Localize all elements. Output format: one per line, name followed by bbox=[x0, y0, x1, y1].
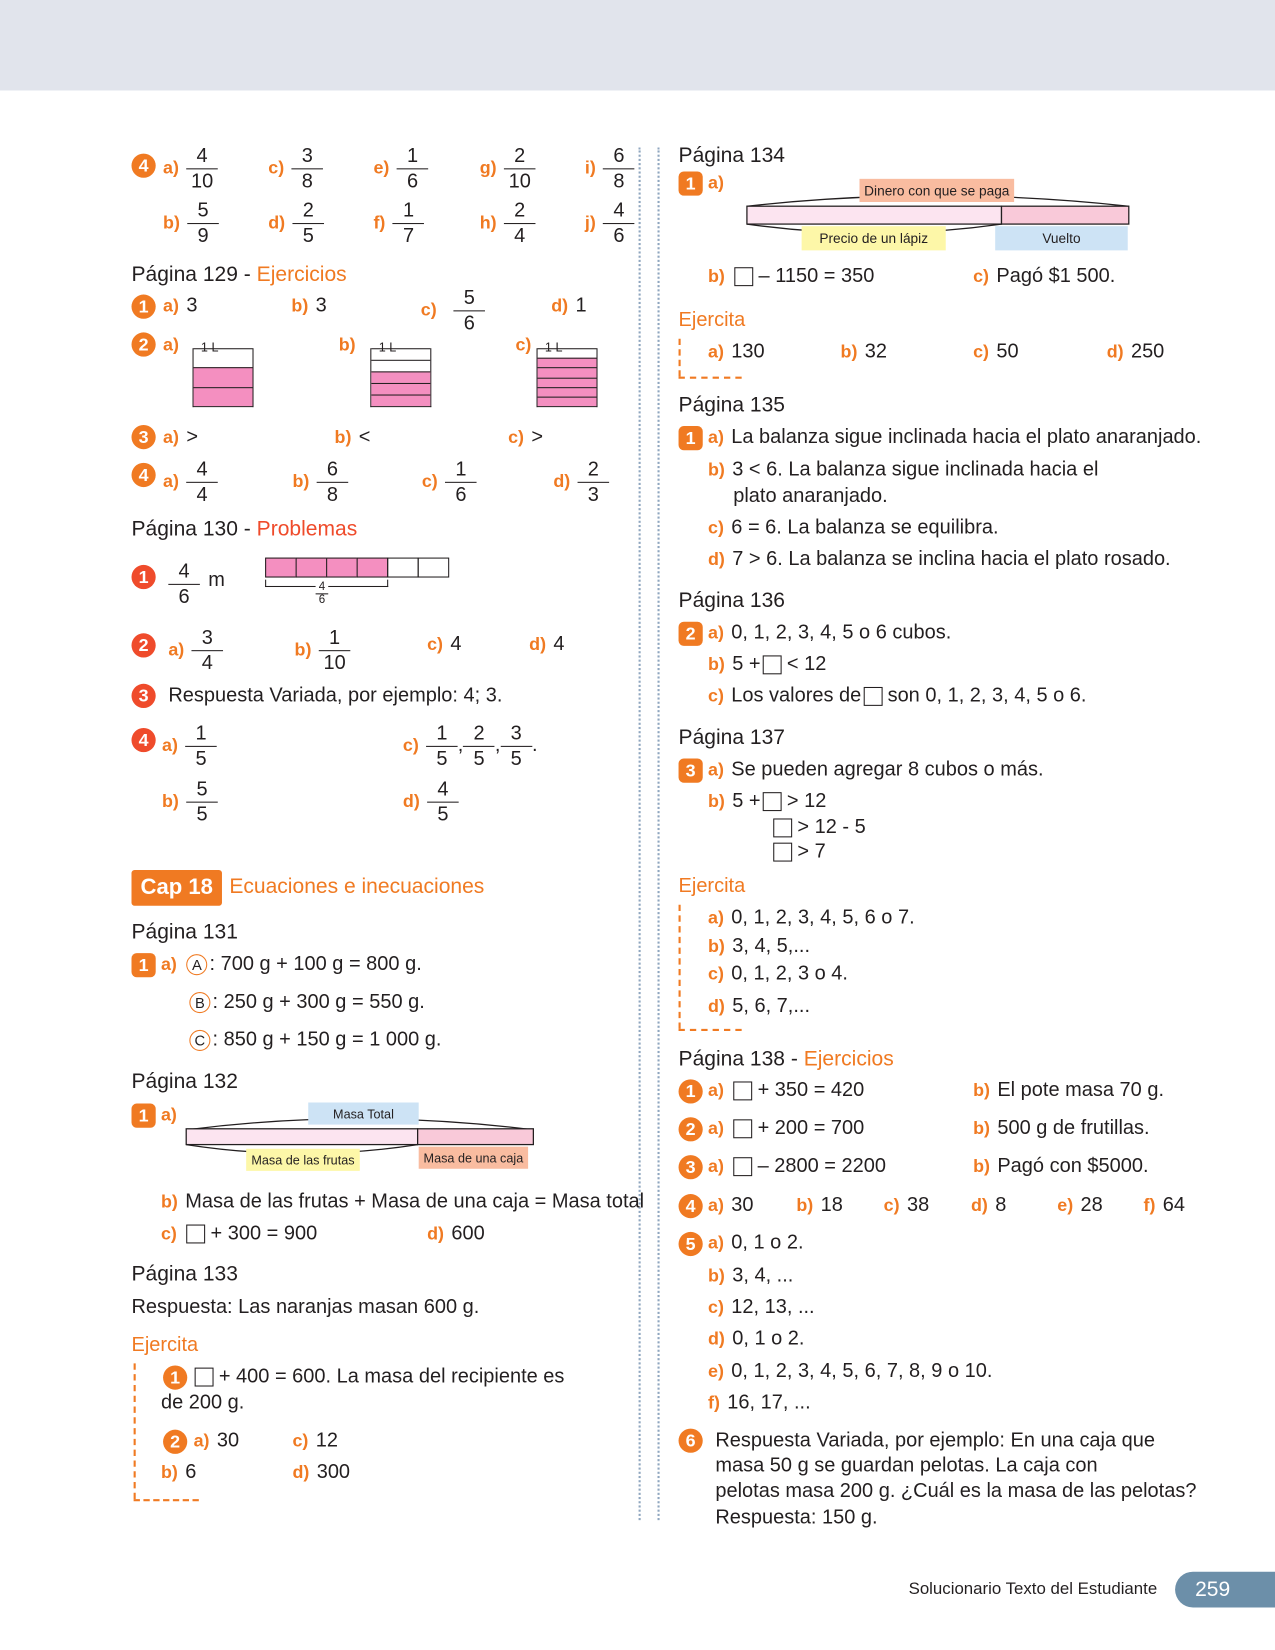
liter-container-diagram bbox=[537, 348, 598, 407]
unknown-box bbox=[763, 792, 782, 811]
section-heading: Página 138 - Ejercicios bbox=[678, 1047, 894, 1071]
unknown-box bbox=[773, 843, 792, 862]
section-heading: Página 135 bbox=[678, 393, 786, 417]
answer-item: a) 130 bbox=[707, 340, 765, 363]
answer-item: b) 18 bbox=[796, 1194, 843, 1217]
footer-text: Solucionario Texto del Estudiante bbox=[908, 1580, 1158, 1598]
section-heading: Página 129 - Ejercicios bbox=[131, 263, 347, 287]
unknown-box bbox=[863, 687, 882, 706]
answer-item: c) + 300 = 900 bbox=[160, 1222, 318, 1245]
unknown-box bbox=[733, 1157, 752, 1176]
answer-item: b) Pagó con $5000. bbox=[973, 1155, 1149, 1178]
tape-label-change: Vuelto bbox=[995, 226, 1128, 250]
answer-item: a) – 2800 = 2200 bbox=[707, 1155, 886, 1178]
ejercita-heading: Ejercita bbox=[678, 309, 746, 332]
answer-item: c) 12, 13, ... bbox=[707, 1296, 815, 1319]
answer-text: de 200 g. bbox=[160, 1391, 245, 1414]
ejercita-heading: Ejercita bbox=[131, 1333, 199, 1357]
answer-item: f) 16, 17, ... bbox=[707, 1391, 811, 1414]
answer-item: d) 8 bbox=[970, 1194, 1007, 1217]
answer-label: a) bbox=[160, 1104, 177, 1125]
answer-item: d) 250 bbox=[1106, 340, 1165, 363]
answer-item: B : 250 g + 300 g = 550 g. bbox=[187, 990, 425, 1015]
answer-item: f) 64 bbox=[1143, 1194, 1186, 1217]
dashed-border bbox=[134, 1499, 199, 1501]
chapter-badge: Cap 18 bbox=[132, 870, 222, 906]
page-number: 259 bbox=[1175, 1572, 1275, 1608]
tape-label-price: Precio de un lápiz bbox=[802, 226, 946, 250]
tape-label-paid: Dinero con que se paga bbox=[859, 179, 1014, 202]
answer-item: d) 1 bbox=[551, 294, 587, 317]
question-number: 1 bbox=[679, 426, 703, 450]
answer-item: d) $\frac{4}{5}$ bbox=[403, 775, 459, 828]
question-number: 1 bbox=[132, 953, 156, 977]
answer-item: d) 0, 1 o 2. bbox=[707, 1327, 805, 1350]
answer-item: a) $\frac{1}{5}$ bbox=[162, 720, 217, 773]
unknown-box bbox=[186, 1225, 205, 1244]
answer-item: b) 3 bbox=[291, 294, 327, 317]
question-number: 4 bbox=[679, 1194, 703, 1218]
answer-item: b) $\frac{6}{8}$ bbox=[292, 456, 348, 509]
answer-item: a) + 350 = 420 bbox=[707, 1079, 865, 1102]
answer-item: c) 4 bbox=[427, 633, 462, 656]
answer-text: Respuesta: 150 g. bbox=[715, 1506, 878, 1529]
answer-item: + 400 = 600. La masa del recipiente es bbox=[193, 1364, 565, 1389]
question-number: 4 bbox=[132, 463, 156, 487]
unknown-box bbox=[773, 818, 792, 837]
answer-item: d) $\frac{2}{3}$ bbox=[553, 456, 609, 509]
dashed-border bbox=[679, 1029, 742, 1031]
question-number: 1 bbox=[163, 1365, 187, 1389]
answer-item: a) $\frac{3}{4}$ bbox=[168, 624, 223, 677]
answer-item: c) $\frac{1}{6}$ bbox=[422, 456, 477, 509]
question-number: 1 bbox=[679, 171, 703, 195]
question-number: 4 bbox=[132, 154, 156, 178]
answer-item: b) El pote masa 70 g. bbox=[973, 1079, 1165, 1102]
answer-item: b) 6 bbox=[160, 1461, 197, 1484]
answer-item: d) 300 bbox=[292, 1461, 351, 1484]
question-number: 2 bbox=[679, 1117, 703, 1141]
answer-item: e) 28 bbox=[1057, 1194, 1103, 1217]
answer-item: b) 3, 4, ... bbox=[707, 1264, 794, 1287]
answer-item: $\frac{4}{6}$ m bbox=[168, 558, 225, 611]
answer-item: C : 850 g + 150 g = 1 000 g. bbox=[187, 1028, 441, 1053]
section-heading: Página 137 bbox=[678, 725, 786, 750]
question-number: 3 bbox=[132, 425, 156, 449]
answer-item: c) 50 bbox=[973, 340, 1019, 363]
section-heading: Página 136 bbox=[678, 589, 786, 613]
answer-text: pelotas masa 200 g. ¿Cuál es la masa de las pelotas? bbox=[715, 1480, 1197, 1503]
answer-item: a) 3 bbox=[163, 294, 198, 317]
answer-item: b) 3, 4, 5,... bbox=[707, 935, 811, 958]
answer-item: d) 600 bbox=[427, 1222, 485, 1245]
question-number: 3 bbox=[679, 758, 703, 782]
bar-cell-filled bbox=[326, 558, 358, 578]
answer-item: h) $\frac{2}{4}$ bbox=[480, 197, 536, 250]
answer-item: > 12 - 5 bbox=[771, 815, 866, 840]
question-number: 6 bbox=[679, 1429, 703, 1453]
answer-item: j) $\frac{4}{6}$ bbox=[585, 197, 635, 250]
answer-item: a) $\frac{4}{10}$ bbox=[163, 142, 218, 195]
tape-label-box: Masa de una caja bbox=[419, 1147, 528, 1169]
answer-item: g) $\frac{2}{10}$ bbox=[480, 142, 536, 195]
question-number: 4 bbox=[132, 728, 156, 752]
liter-container-diagram bbox=[193, 348, 254, 407]
answer-item: c) $\frac{1}{5}$ , $\frac{2}{5}$ , $\frac{3}{5}$ . bbox=[402, 722, 538, 770]
answer-item: c) Pagó $1 500. bbox=[973, 265, 1116, 288]
answer-item: a) > bbox=[163, 426, 199, 449]
answer-text: Respuesta Variada, por ejemplo: 4; 3. bbox=[168, 684, 503, 707]
bar-cell-filled bbox=[296, 558, 328, 578]
answer-item: d) 5, 6, 7,... bbox=[707, 995, 811, 1018]
answer-item: a) Se pueden agregar 8 cubos o más. bbox=[707, 758, 1044, 781]
chapter-title: Ecuaciones e inecuaciones bbox=[229, 875, 485, 899]
question-number: 3 bbox=[679, 1155, 703, 1179]
answer-item: c) $\frac{3}{8}$ bbox=[268, 142, 323, 195]
answer-item: f) $\frac{1}{7}$ bbox=[373, 197, 424, 250]
bar-cell-empty bbox=[418, 558, 450, 578]
dashed-border bbox=[679, 339, 681, 377]
liter-container-diagram bbox=[370, 348, 431, 407]
question-number: 2 bbox=[163, 1430, 187, 1454]
bar-cell-empty bbox=[387, 558, 419, 578]
answer-item: b) 5 + < 12 bbox=[707, 653, 827, 676]
answer-item: > 7 bbox=[771, 839, 826, 864]
answer-text: masa 50 g se guardan pelotas. La caja con bbox=[715, 1454, 1098, 1478]
answer-item: c) 12 bbox=[292, 1429, 338, 1452]
bar-cell-filled bbox=[357, 558, 389, 578]
tape-label-fruits: Masa de las frutas bbox=[246, 1149, 360, 1171]
bar-cell-filled bbox=[265, 558, 297, 578]
answer-item: a) + 200 = 700 bbox=[707, 1117, 865, 1140]
question-number: 1 bbox=[132, 295, 156, 319]
answer-item: b) 5 + > 12 bbox=[707, 790, 827, 813]
answer-item: a) 0, 1 o 2. bbox=[707, 1231, 804, 1254]
answer-item: b) $\frac{1}{10}$ bbox=[295, 624, 351, 677]
answer-item: b) $\frac{5}{9}$ bbox=[163, 197, 219, 250]
answer-item: b) 500 g de frutillas. bbox=[973, 1117, 1150, 1140]
liter-label: 1 L bbox=[378, 339, 397, 355]
question-number: 5 bbox=[679, 1232, 703, 1256]
liter-label: 1 L bbox=[200, 339, 219, 355]
section-heading: Página 130 - Problemas bbox=[131, 517, 358, 541]
answer-item: b) $\frac{5}{5}$ bbox=[162, 775, 218, 828]
tape-label-total: Masa Total bbox=[308, 1102, 418, 1124]
answer-item: b) – 1150 = 350 bbox=[707, 265, 875, 288]
question-number: 3 bbox=[132, 684, 156, 708]
answer-item: c) $\frac{5}{6}$ bbox=[421, 284, 485, 337]
answer-label: b) bbox=[338, 334, 356, 355]
answer-text: Respuesta: Las naranjas masan 600 g. bbox=[131, 1296, 480, 1319]
ejercita-heading: Ejercita bbox=[678, 875, 746, 898]
answer-item: c) 38 bbox=[883, 1194, 930, 1217]
top-band bbox=[0, 0, 1275, 90]
answer-item: a) 0, 1, 2, 3, 4, 5, 6 o 7. bbox=[707, 906, 915, 929]
answer-item: a) $\frac{4}{4}$ bbox=[163, 456, 218, 509]
unknown-box bbox=[733, 1081, 752, 1100]
column-divider bbox=[658, 147, 660, 1520]
dashed-border bbox=[679, 377, 742, 379]
section-heading: Página 134 bbox=[678, 144, 786, 168]
answer-item: e) $\frac{1}{6}$ bbox=[373, 142, 428, 195]
unknown-box bbox=[733, 1119, 752, 1138]
question-number: 1 bbox=[679, 1079, 703, 1103]
question-number: 1 bbox=[132, 565, 156, 589]
answer-item: d) 4 bbox=[529, 633, 565, 656]
answer-label: a) bbox=[707, 172, 724, 193]
answer-item: a) A : 700 g + 100 g = 800 g. bbox=[160, 953, 422, 976]
question-number: 2 bbox=[132, 332, 156, 356]
answer-item: b) < bbox=[334, 426, 371, 449]
answer-item: e) 0, 1, 2, 3, 4, 5, 6, 7, 8, 9 o 10. bbox=[707, 1360, 993, 1383]
answer-item: a) 30 bbox=[193, 1429, 240, 1452]
question-number: 2 bbox=[679, 622, 703, 646]
answer-label: c) bbox=[515, 334, 532, 355]
question-number: 1 bbox=[132, 1104, 156, 1128]
answer-text: plato anaranjado. bbox=[733, 484, 888, 508]
dashed-border bbox=[134, 1363, 136, 1499]
bracket-label: $\frac{4}{6}$ bbox=[316, 582, 329, 606]
answer-item: a) La balanza sigue inclinada hacia el plato anaranjado. bbox=[707, 426, 1202, 449]
unknown-box bbox=[195, 1368, 214, 1387]
dashed-border bbox=[679, 905, 681, 1029]
section-heading: Página 132 bbox=[131, 1069, 238, 1094]
section-heading: Página 133 bbox=[131, 1262, 238, 1286]
answer-item: d) 7 > 6. La balanza se inclina hacia el plato rosado. bbox=[707, 548, 1171, 571]
answer-item: c) 6 = 6. La balanza se equilibra. bbox=[707, 516, 999, 539]
answer-item: i) $\frac{6}{8}$ bbox=[585, 142, 635, 195]
answer-item: d) $\frac{2}{5}$ bbox=[268, 197, 324, 250]
unknown-box bbox=[734, 267, 753, 286]
unknown-box bbox=[763, 655, 782, 674]
column-divider bbox=[639, 147, 641, 1520]
question-number: 2 bbox=[132, 633, 156, 657]
answer-item: c) Los valores de son 0, 1, 2, 3, 4, 5 o 6. bbox=[707, 684, 1087, 707]
liter-label: 1 L bbox=[544, 339, 563, 355]
answer-item: b) 3 < 6. La balanza sigue inclinada hacia el bbox=[707, 458, 1099, 481]
answer-item: a) 30 bbox=[707, 1194, 754, 1217]
answer-text: Respuesta Variada, por ejemplo: En una caja que bbox=[715, 1429, 1156, 1452]
answer-item: c) > bbox=[508, 426, 544, 449]
answer-item: c) 0, 1, 2, 3 o 4. bbox=[707, 962, 848, 985]
answer-item: b) Masa de las frutas + Masa de una caja = Masa total bbox=[160, 1190, 645, 1213]
answer-label: a) bbox=[163, 334, 179, 355]
section-heading: Página 131 bbox=[131, 920, 238, 944]
answer-item: b) 32 bbox=[840, 340, 888, 363]
answer-item: a) 0, 1, 2, 3, 4, 5 o 6 cubos. bbox=[707, 621, 952, 644]
